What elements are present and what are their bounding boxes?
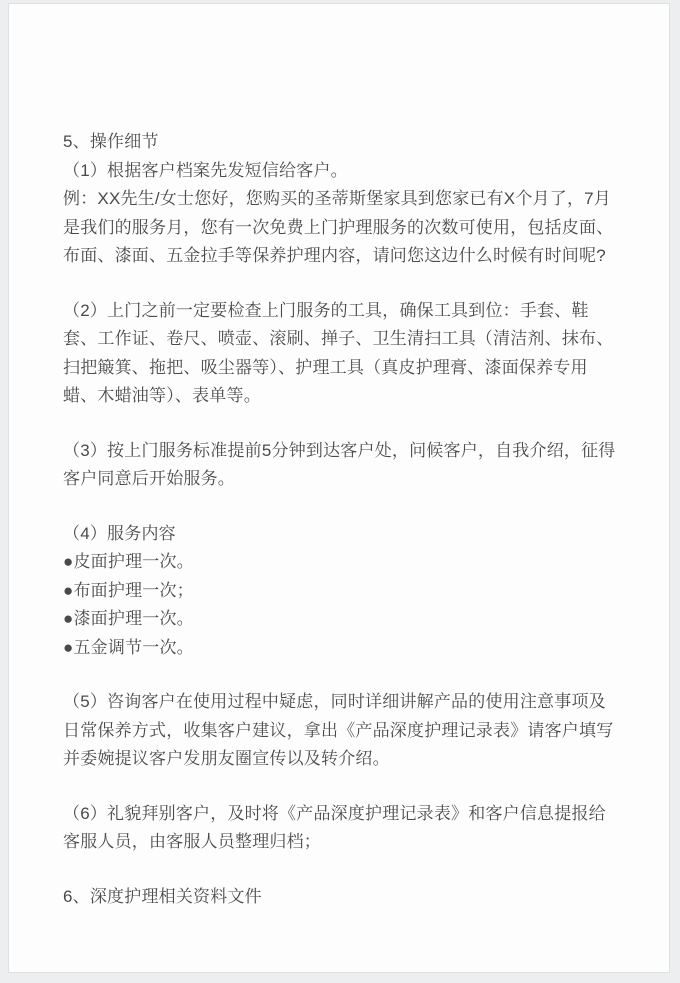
document-content <box>9 4 669 911</box>
bullet-fabric-care: ●布面护理一次； <box>63 580 194 600</box>
step-3-arrival-standard: （3）按上门服务标准提前5分钟到达客户处，问候客户，自我介绍，征得客户同意后开始服务。 <box>63 440 616 488</box>
section-operation-details <box>63 128 617 271</box>
section-6-heading: 6、深度护理相关资料文件 <box>63 886 262 906</box>
step-2-block <box>63 297 617 411</box>
section-6-block <box>63 883 617 912</box>
step-4-block <box>63 520 617 663</box>
step-2-check-tools: （2）上门之前一定要检查上门服务的工具，确保工具到位：手套、鞋套、工作证、卷尺、喷壶、滚刷、掸子、卫生清扫工具（清洁剂、抹布、扫把簸箕、拖把、吸尘器等）、护理工具（真皮护理膏、漆面保养专用蜡、木蜡油等）、表单等。 <box>63 300 614 405</box>
step-5-block <box>63 688 617 774</box>
step-3-block <box>63 437 617 494</box>
step-6-farewell-report: （6）礼貌拜别客户，及时将《产品深度护理记录表》和客户信息提报给客服人员，由客服人员整理归档； <box>63 803 606 851</box>
step-6-block <box>63 800 617 857</box>
bullet-paint-care: ●漆面护理一次。 <box>63 609 194 628</box>
step-4-service-content-heading: （4）服务内容 <box>63 523 176 543</box>
step-5-consult-customer: （5）咨询客户在使用过程中疑虑，同时详细讲解产品的使用注意事项及日常保养方式，收集客户建议，拿出《产品深度护理记录表》请客户填写并委婉提议客户发朋友圈宣传以及转介绍。 <box>63 692 614 768</box>
bullet-hardware-adjustment: ●五金调节一次。 <box>63 637 194 657</box>
step-1-send-sms: （1）根据客户档案先发短信给客户。 <box>63 160 348 180</box>
document-page <box>8 3 670 973</box>
bullet-leather-care: ●皮面护理一次。 <box>63 552 194 571</box>
section-5-heading: 5、操作细节 <box>63 132 159 151</box>
sms-example-text: 例：XX先生/女士您好，您购买的圣蒂斯堡家具到您家已有X个月了，7月是我们的服务月，您有一次免费上门护理服务的次数可使用，包括皮面、布面、漆面、五金拉手等保养护理内容，请问您这边什么时候有时间呢? <box>63 189 614 265</box>
